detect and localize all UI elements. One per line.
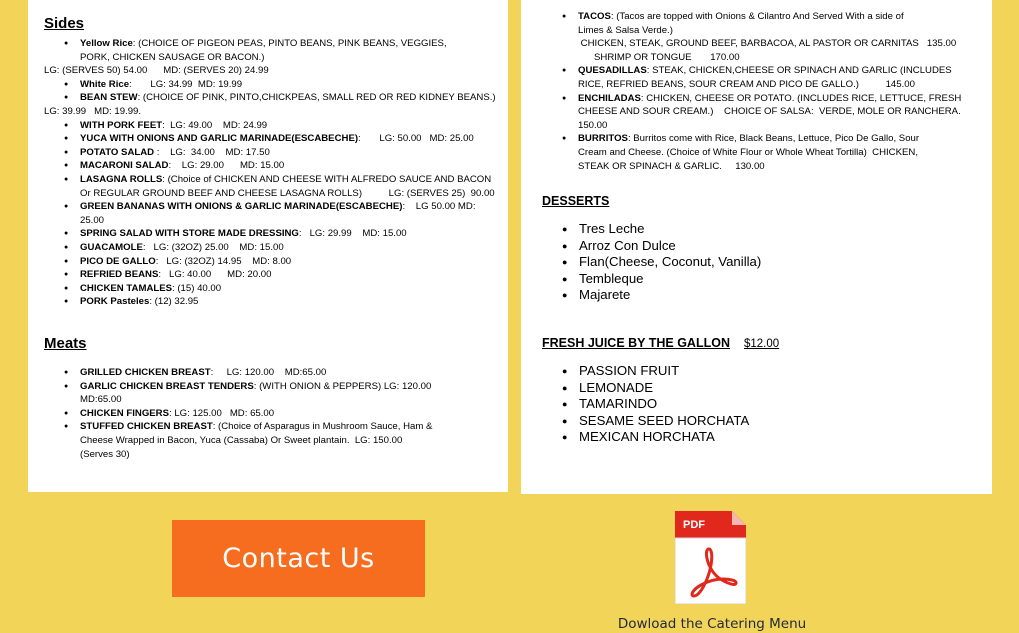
menu-page-left (28, 0, 508, 492)
menu-line (542, 78, 990, 92)
menu-line (44, 187, 504, 201)
list-item: ● LEMONADE (542, 380, 982, 397)
menu-item-name: PORK Pasteles (80, 296, 150, 308)
menu-line (542, 119, 990, 133)
menu-item-detail: STEAK OR SPINACH & GARLIC. 130.00 (578, 160, 765, 172)
menu-line (44, 132, 504, 146)
menu-line (542, 160, 990, 174)
menu-item-detail: : LG: (32OZ) 25.00 MD: 15.00 (142, 241, 284, 253)
menu-line (542, 132, 990, 146)
menu-line (542, 24, 990, 38)
menu-item-detail: : LG: 49.00 MD: 24.99 (162, 119, 268, 131)
sides-list (44, 37, 504, 309)
menu-item-detail: : (WITH ONION & PEPPERS) LG: 120.00 (253, 380, 432, 392)
menu-line (44, 105, 504, 119)
menu-item-name: LASAGNA ROLLS (80, 173, 163, 185)
menu-item-name: STUFFED CHICKEN BREAST (80, 421, 213, 433)
juice-price: $12.00 (743, 338, 780, 350)
menu-item-detail: : (15) 40.00 (172, 282, 222, 294)
menu-line (44, 119, 504, 133)
menu-item-name: PICO DE GALLO (80, 255, 156, 267)
menu-item-name: GUACAMOLE (80, 241, 143, 253)
menu-line (542, 10, 990, 24)
menu-item-detail: LG: 39.99 MD: 19.99. (44, 105, 142, 117)
menu-line (44, 91, 504, 105)
menu-page-right (521, 0, 992, 494)
menu-line (44, 214, 504, 228)
juice-heading-text: FRESH JUICE BY THE GALLON (542, 336, 730, 350)
menu-line (44, 78, 504, 92)
menu-item-detail: RICE, REFRIED BEANS, SOUR CREAM AND PICO DE GALLO.) 145.00 (578, 78, 915, 90)
menu-line (542, 146, 990, 160)
menu-item-name: White Rice (80, 78, 130, 90)
menu-item-name: CHICKEN FINGERS (80, 407, 170, 419)
list-item: ● Majarete (542, 287, 982, 304)
desserts-heading: DESSERTS (542, 194, 610, 208)
menu-item-detail: : (CHOICE OF PIGEON PEAS, PINTO BEANS, PINK BEANS, VEGGIES, (132, 38, 447, 49)
download-menu-link[interactable]: Dowload the Catering Menu (617, 616, 807, 632)
menu-item-detail: : LG: 125.00 MD: 65.00 (169, 407, 275, 419)
menu-item-detail: : Burritos come with Rice, Black Beans, Lettuce, Pico De Gallo, Sour (627, 133, 920, 145)
menu-item-detail: : (Choice of Asparagus in Mushroom Sauce, Ham & (212, 421, 433, 433)
menu-line (44, 159, 504, 173)
menu-item-name: GRILLED CHICKEN BREAST (80, 367, 211, 378)
menu-item-name: BEAN STEW (80, 92, 138, 104)
list-item: ● Arroz Con Dulce (542, 238, 982, 255)
list-item: ● Tres Leche (542, 221, 982, 238)
menu-item-detail: : LG: 120.00 MD:65.00 (210, 367, 327, 378)
menu-item-detail: : LG: 40.00 MD: 20.00 (158, 269, 272, 281)
menu-line (542, 105, 990, 119)
menu-item-detail: Or REGULAR GROUND BEEF AND CHEESE LASAGNA ROLLS) LG: (SERVES 25) 90.00 (80, 187, 495, 199)
menu-line (44, 448, 504, 462)
menu-line (542, 64, 990, 78)
menu-item-name: POTATO SALAD (80, 146, 155, 158)
meats-heading: Meats (44, 335, 87, 352)
menu-item-detail: MD:65.00 (80, 394, 122, 406)
menu-item-name: GREEN BANANAS WITH ONIONS & GARLIC MARINADE(ESCABECHE) (80, 201, 403, 213)
menu-item-detail: : (12) 32.95 (149, 296, 199, 308)
menu-item-name: MACARONI SALAD (80, 160, 169, 172)
menu-item-name: CHICKEN TAMALES (80, 282, 173, 294)
menu-line (542, 92, 990, 106)
list-item: ● Flan(Cheese, Coconut, Vanilla) (542, 254, 982, 271)
menu-line (44, 407, 504, 421)
menu-line (44, 380, 504, 394)
list-item: ● PASSION FRUIT (542, 363, 982, 380)
menu-item-detail: : LG: 29.99 MD: 15.00 (298, 228, 407, 240)
menu-line (44, 241, 504, 255)
menu-item-name: SPRING SALAD WITH STORE MADE DRESSING (80, 228, 299, 240)
menu-line (44, 51, 504, 65)
menu-item-name: WITH PORK FEET (80, 119, 163, 131)
menu-item-detail: : STEAK, CHICKEN,CHEESE OR SPINACH AND GARLIC (INCLUDES (646, 65, 952, 77)
menu-item-name: QUESADILLAS (578, 65, 647, 77)
menu-line (44, 420, 504, 434)
menu-line (44, 37, 504, 51)
mains-list (542, 10, 990, 173)
menu-item-name: TACOS (578, 11, 611, 22)
menu-item-name: REFRIED BEANS (80, 269, 159, 281)
menu-item-name: BURRITOS (578, 133, 628, 145)
list-item: ● Tembleque (542, 271, 982, 288)
menu-item-detail: Limes & Salsa Verde.) (578, 24, 673, 36)
menu-line (44, 255, 504, 269)
sides-heading: Sides (44, 15, 85, 32)
menu-line (44, 393, 504, 407)
menu-item-name: Yellow Rice (80, 38, 133, 49)
menu-line (44, 227, 504, 241)
menu-item-detail: : LG: 29.00 MD: 15.00 (168, 160, 285, 172)
menu-item-detail: (Serves 30) (80, 448, 130, 460)
menu-line (44, 200, 504, 214)
menu-line (44, 64, 504, 78)
menu-item-detail: : LG: 34.00 MD: 17.50 (154, 146, 270, 158)
menu-item-detail: Cream and Cheese. (Choice of White Flour or Whole Wheat Tortilla) CHICKEN, (578, 146, 918, 158)
menu-item-detail: : LG: 34.99 MD: 19.99 (129, 78, 243, 90)
menu-item-detail: LG: (SERVES 50) 54.00 MD: (SERVES 20) 24.99 (44, 65, 269, 77)
pdf-badge: PDF (683, 519, 705, 531)
menu-line (542, 37, 990, 51)
menu-line (44, 366, 504, 380)
menu-line (542, 51, 990, 65)
menu-item-detail: CHICKEN, STEAK, GROUND BEEF, BARBACOA, AL PASTOR OR CARNITAS 135.00 (578, 38, 957, 50)
menu-item-name: ENCHILADAS (578, 92, 641, 104)
menu-item-name: YUCA WITH ONIONS AND GARLIC MARINADE(ESCABECHE) (80, 133, 359, 145)
list-item: ● TAMARINDO (542, 396, 982, 413)
list-item: ● SESAME SEED HORCHATA (542, 413, 982, 430)
list-item: ● MEXICAN HORCHATA (542, 429, 982, 446)
juice-heading (542, 336, 779, 350)
menu-item-detail: SHRIMP OR TONGUE 170.00 (578, 51, 740, 63)
menu-item-detail: : LG: 50.00 MD: 25.00 (358, 133, 474, 145)
menu-line (44, 268, 504, 282)
menu-item-detail: PORK, CHICKEN SAUSAGE OR BACON.) (80, 51, 265, 63)
menu-line (44, 146, 504, 160)
desserts-list (542, 221, 982, 304)
menu-item-detail: : (CHOICE OF PINK, PINTO,CHICKPEAS, SMALL RED OR RED KIDNEY BEANS.) (137, 92, 496, 104)
pdf-file-icon[interactable] (675, 511, 746, 604)
menu-item-detail: : (Tacos are topped with Onions & Cilantro And Served With a side of (610, 11, 904, 22)
menu-item-detail: 150.00 (578, 119, 608, 131)
menu-line (44, 295, 504, 309)
menu-item-detail: : CHICKEN, CHEESE OR POTATO. (INCLUDES RICE, LETTUCE, FRESH (640, 92, 962, 104)
menu-item-detail: Cheese Wrapped in Bacon, Yuca (Cassaba) Or Sweet plantain. LG: 150.00 (80, 434, 403, 446)
menu-line (44, 282, 504, 296)
menu-item-detail: : LG 50.00 MD: (402, 201, 476, 213)
menu-line (44, 434, 504, 448)
juice-list (542, 363, 982, 446)
menu-line (44, 173, 504, 187)
menu-item-detail: 25.00 (80, 214, 105, 226)
menu-item-detail: CHEESE AND SOUR CREAM.) CHOICE OF SALSA: VERDE, MOLE OR RANCHERA. (578, 106, 961, 118)
meats-list (44, 366, 504, 461)
menu-item-name: GARLIC CHICKEN BREAST TENDERS (80, 380, 254, 392)
menu-item-detail: : LG: (32OZ) 14.95 MD: 8.00 (155, 255, 292, 267)
menu-item-detail: : (Choice of CHICKEN AND CHEESE WITH ALFREDO SAUCE AND BACON (162, 173, 492, 185)
contact-us-button[interactable]: Contact Us (172, 520, 425, 597)
